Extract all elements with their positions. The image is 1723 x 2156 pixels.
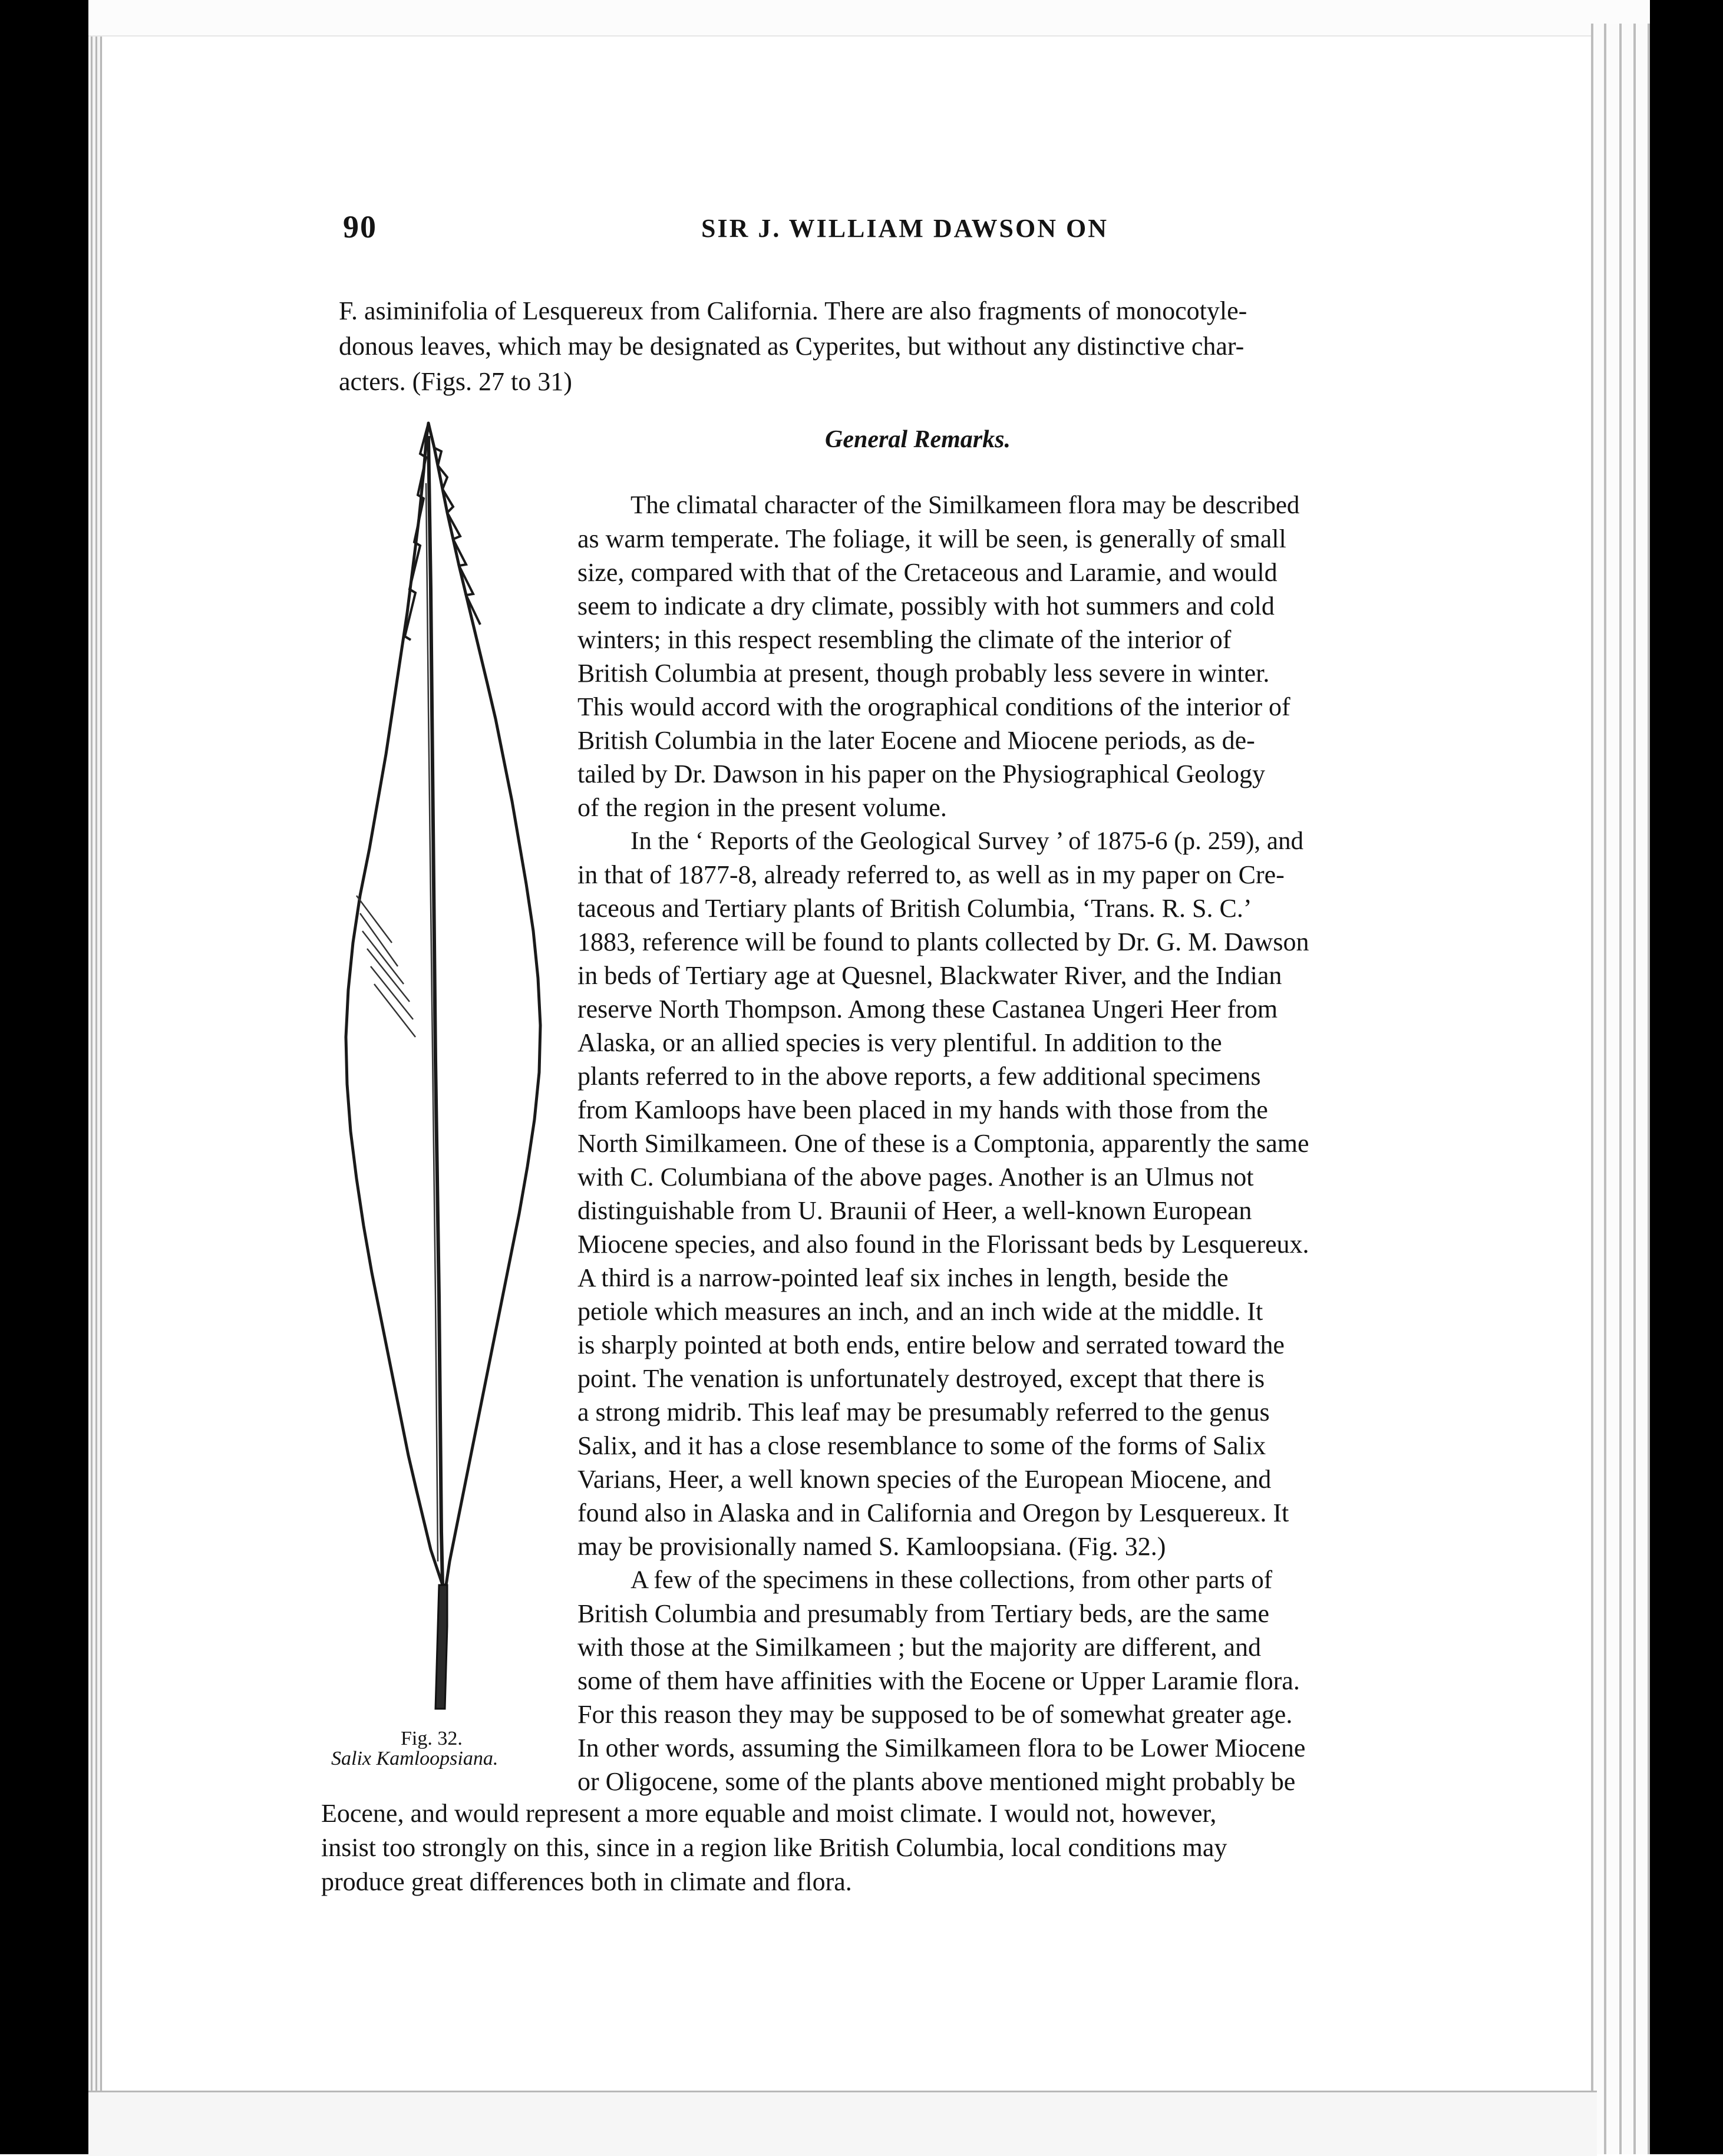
body-line: British Columbia in the later Eocene and Miocene periods, as de-: [577, 726, 1255, 755]
scan-right-margin: [1650, 0, 1723, 2154]
body-line: Varians, Heer, a well known species of the European Miocene, and: [577, 1465, 1272, 1494]
body-line: a strong midrib. This leaf may be presumably referred to the genus: [577, 1398, 1270, 1427]
body-line: British Columbia and presumably from Tertiary beds, are the same: [577, 1599, 1270, 1628]
page-stack-left-edge: [88, 0, 103, 2121]
body-line: with those at the Similkameen ; but the majority are different, and: [577, 1633, 1261, 1662]
body-line: petiole which measures an inch, and an inch wide at the middle. It: [577, 1297, 1263, 1326]
body-line: from Kamloops have been placed in my hands with those from the: [577, 1095, 1268, 1124]
leaf-outline: [346, 423, 540, 1585]
body-line: some of them have affinities with the Eocene or Upper Laramie flora.: [577, 1666, 1300, 1695]
intro-line: donous leaves, which may be designated as Cyperites, but without any distinctive char-: [339, 332, 1245, 361]
body-line: as warm temperate. The foliage, it will be seen, is generally of small: [577, 524, 1286, 553]
body-line: with C. Columbiana of the above pages. Another is an Ulmus not: [577, 1163, 1254, 1191]
body-line: is sharply pointed at both ends, entire below and serrated toward the: [577, 1330, 1285, 1359]
body-line: Salix, and it has a close resemblance to some of the forms of Salix: [577, 1431, 1266, 1460]
body-line: A few of the specimens in these collections, from other parts of: [631, 1566, 1273, 1594]
closing-line: produce great differences both in climate and flora.: [321, 1867, 852, 1896]
body-line: This would accord with the orographical conditions of the interior of: [577, 692, 1290, 721]
body-line: The climatal character of the Similkameen flora may be described: [631, 491, 1300, 519]
leaf-midrib: [428, 436, 443, 1585]
book-fore-edge: [1591, 24, 1650, 2154]
body-line: In the ‘ Reports of the Geological Survey ’ of 1875-6 (p. 259), and: [631, 827, 1303, 855]
body-line: seem to indicate a dry climate, possibly with hot summers and cold: [577, 592, 1275, 620]
body-line: 1883, reference will be found to plants collected by Dr. G. M. Dawson: [577, 927, 1309, 956]
running-head: SIR J. WILLIAM DAWSON ON: [701, 214, 1108, 243]
body-line: plants referred to in the above reports, a few additional specimens: [577, 1062, 1261, 1091]
page-bottom-edge: [88, 2091, 1597, 2156]
body-line: of the region in the present volume.: [577, 793, 947, 822]
body-line: tailed by Dr. Dawson in his paper on the Physiographical Geology: [577, 760, 1266, 788]
body-line: taceous and Tertiary plants of British Columbia, ‘Trans. R. S. C.’: [577, 894, 1252, 923]
body-line: found also in Alaska and in California and Oregon by Lesquereux. It: [577, 1498, 1289, 1527]
intro-line: acters. (Figs. 27 to 31): [339, 367, 572, 396]
figure-caption: Salix Kamloopsiana.: [331, 1748, 499, 1769]
body-line: For this reason they may be supposed to be of somewhat greater age.: [577, 1700, 1293, 1729]
body-line: A third is a narrow-pointed leaf six inches in length, beside the: [577, 1263, 1229, 1292]
page-number: 90: [343, 209, 377, 245]
body-line: In other words, assuming the Similkameen flora to be Lower Miocene: [577, 1734, 1306, 1762]
body-line: reserve North Thompson. Among these Castanea Ungeri Heer from: [577, 995, 1278, 1023]
section-title: General Remarks.: [825, 426, 1011, 453]
body-line: winters; in this respect resembling the climate of the interior of: [577, 625, 1232, 654]
leaf-petiole: [435, 1585, 447, 1709]
body-line: distinguishable from U. Braunii of Heer, a well-known European: [577, 1196, 1252, 1225]
body-line: Alaska, or an allied species is very plentiful. In addition to the: [577, 1028, 1222, 1057]
body-line: in beds of Tertiary age at Quesnel, Blackwater River, and the Indian: [577, 961, 1282, 990]
leaf-vein-hatches: [357, 896, 415, 1037]
body-line: may be provisionally named S. Kamloopsiana. (Fig. 32.): [577, 1532, 1166, 1561]
body-line: point. The venation is unfortunately destroyed, except that there is: [577, 1364, 1265, 1393]
salix-leaf-figure: [321, 412, 569, 1744]
body-line: Miocene species, and also found in the Florissant beds by Lesquereux.: [577, 1230, 1309, 1259]
page-top-edge: [88, 0, 1650, 37]
body-line: British Columbia at present, though probably less severe in winter.: [577, 659, 1270, 688]
body-line: in that of 1877-8, already referred to, as well as in my paper on Cre-: [577, 860, 1285, 889]
body-line: North Similkameen. One of these is a Comptonia, apparently the same: [577, 1129, 1309, 1158]
scan-left-margin: [0, 0, 88, 2154]
closing-line: insist too strongly on this, since in a region like British Columbia, local conditions may: [321, 1833, 1227, 1862]
intro-line: F. asiminifolia of Lesquereux from California. There are also fragments of monocotyle-: [339, 296, 1247, 325]
body-line: or Oligocene, some of the plants above mentioned might probably be: [577, 1767, 1296, 1796]
body-line: size, compared with that of the Cretaceous and Laramie, and would: [577, 558, 1278, 587]
closing-line: Eocene, and would represent a more equable and moist climate. I would not, however,: [321, 1799, 1217, 1828]
figure-label: Fig. 32.: [401, 1728, 463, 1749]
